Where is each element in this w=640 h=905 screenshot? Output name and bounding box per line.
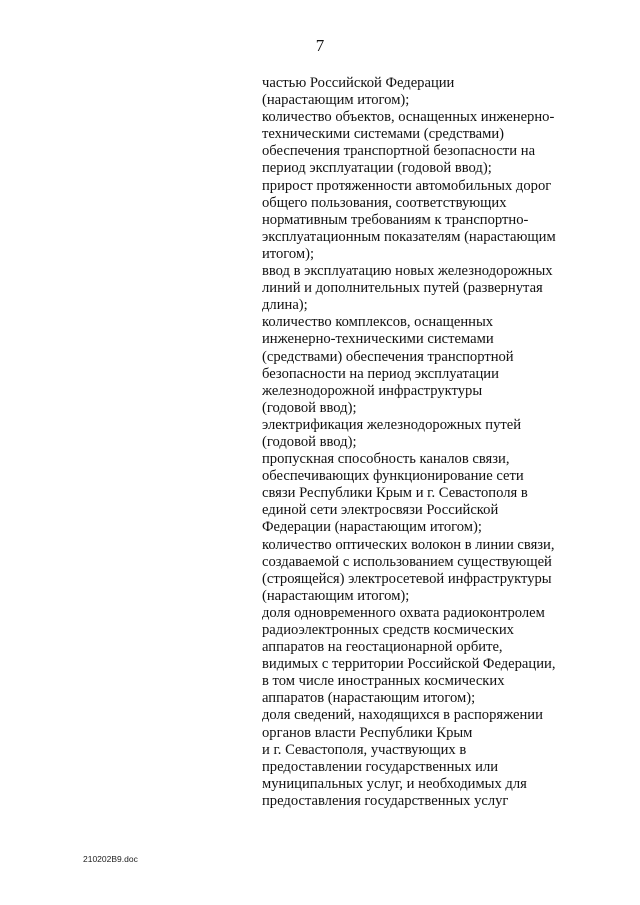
text-line: радиоэлектронных средств космических — [262, 622, 514, 638]
text-line: количество комплексов, оснащенных — [262, 314, 494, 331]
text-line: муниципальных услуг, и необходимых для — [262, 775, 527, 792]
text-line: длина); — [262, 297, 308, 314]
text-line: предоставлении государственных или — [262, 758, 499, 775]
text-line: Федерации (нарастающим итогом); — [262, 519, 482, 536]
text-line: итогом); — [262, 245, 315, 262]
text-line: обеспечивающих функционирование сети — [262, 468, 524, 485]
text-line: ввод в эксплуатацию новых железнодорожных — [262, 263, 553, 280]
text-line: аппаратов на геостационарной орбите, — [262, 639, 503, 656]
text-line: создаваемой с использованием существующей — [262, 553, 552, 570]
text-line: аппаратов (нарастающим итогом); — [262, 690, 476, 707]
text-line: (годовой ввод); — [262, 433, 357, 450]
text-line: нормативным требованиям к транспортно- — [262, 211, 529, 228]
text-line: (нарастающим итогом); — [262, 92, 410, 109]
text-line: техническими системами (средствами) — [262, 126, 505, 143]
text-line: (средствами) обеспечения транспортной — [262, 348, 514, 365]
document-body — [262, 75, 592, 810]
page-number: 7 — [315, 36, 325, 55]
text-line: электрификация железнодорожных путей — [262, 416, 522, 433]
text-line: (строящейся) электросетевой инфраструктуры — [262, 570, 552, 587]
text-line: (нарастающим итогом); — [262, 587, 410, 604]
text-line: частью Российской Федерации — [262, 75, 455, 91]
text-line: предоставления государственных услуг — [262, 792, 509, 809]
text-line: связи Республики Крым и г. Севастополя в — [262, 485, 528, 502]
text-line: общего пользования, соответствующих — [262, 194, 507, 211]
text-line: безопасности на период эксплуатации — [262, 365, 499, 382]
text-line: железнодорожной инфраструктуры — [262, 382, 483, 399]
text-line: и г. Севастополя, участвующих в — [262, 741, 467, 758]
text-line: доля одновременного охвата радиоконтролем — [262, 604, 545, 621]
text-line: в том числе иностранных космических — [262, 673, 505, 690]
text-line: эксплуатационным показателям (нарастающим — [262, 228, 556, 245]
text-line: количество оптических волокон в линии связи, — [262, 536, 555, 553]
text-line: период эксплуатации (годовой ввод); — [262, 160, 492, 177]
text-line: пропускная способность каналов связи, — [262, 451, 510, 468]
text-line: линий и дополнительных путей (развернутая — [262, 280, 543, 297]
text-line: обеспечения транспортной безопасности на — [262, 143, 536, 160]
text-line: органов власти Республики Крым — [262, 724, 473, 741]
file-name-footer: 210202B9.doc — [83, 854, 138, 864]
text-line: доля сведений, находящихся в распоряжении — [262, 707, 543, 724]
text-line: количество объектов, оснащенных инженерно- — [262, 109, 555, 126]
text-line: прирост протяженности автомобильных дорог — [262, 177, 552, 194]
text-line: (годовой ввод); — [262, 399, 357, 416]
text-line: видимых с территории Российской Федерации, — [262, 656, 556, 673]
text-line: инженерно-техническими системами — [262, 331, 494, 348]
text-line: единой сети электросвязи Российской — [262, 502, 499, 519]
